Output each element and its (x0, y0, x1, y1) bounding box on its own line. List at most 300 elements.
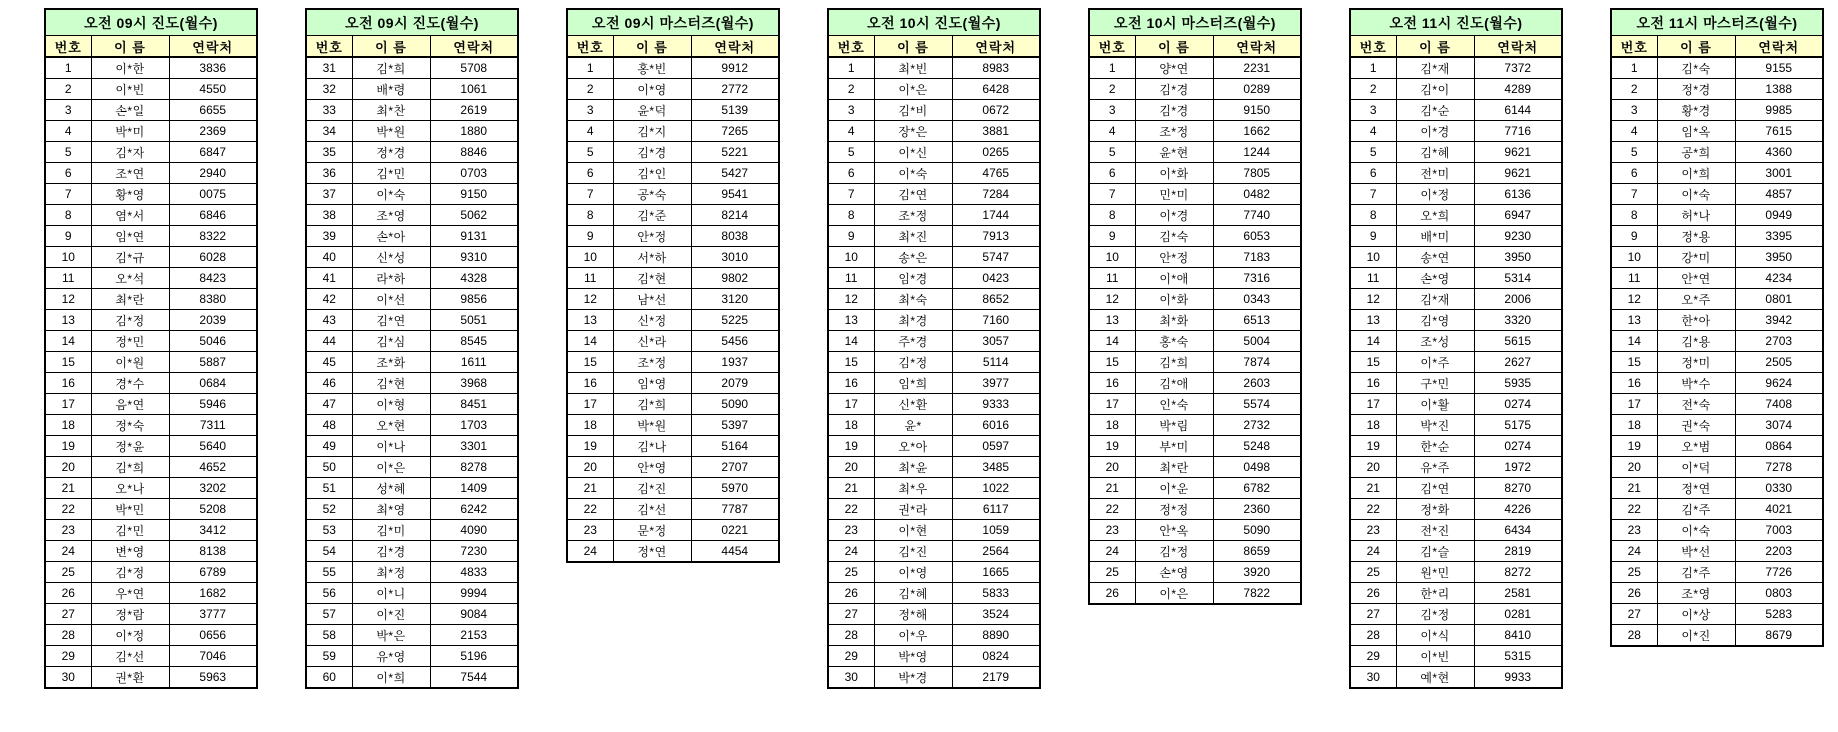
row-number-cell: 4 (567, 121, 613, 142)
table-row (1611, 289, 1823, 310)
name-cell: 김*순 (1396, 100, 1474, 121)
name-cell: 한*순 (1396, 436, 1474, 457)
table-row (1350, 583, 1562, 604)
contact-cell: 3950 (1735, 247, 1823, 268)
column-header-row (567, 36, 779, 58)
contact-cell: 6782 (1213, 478, 1301, 499)
contact-cell: 8410 (1474, 625, 1562, 646)
table-row (1089, 184, 1301, 205)
table-row (306, 436, 518, 457)
table-row (1350, 436, 1562, 457)
row-number-cell: 9 (45, 226, 91, 247)
name-cell: 김*비 (874, 100, 952, 121)
table-row (1611, 436, 1823, 457)
name-cell: 윤*덕 (613, 100, 691, 121)
row-number-cell: 16 (828, 373, 874, 394)
contact-cell: 5004 (1213, 331, 1301, 352)
name-cell: 인*숙 (1135, 394, 1213, 415)
row-number-cell: 26 (45, 583, 91, 604)
row-number-cell: 7 (567, 184, 613, 205)
contact-cell: 7874 (1213, 352, 1301, 373)
row-number-cell: 22 (567, 499, 613, 520)
row-number-cell: 24 (567, 541, 613, 563)
table-row (828, 184, 1040, 205)
contact-cell: 9933 (1474, 667, 1562, 689)
row-number-cell: 8 (828, 205, 874, 226)
name-cell: 이*은 (874, 79, 952, 100)
table-row (45, 436, 257, 457)
contact-cell: 2564 (952, 541, 1040, 562)
row-number-cell: 23 (567, 520, 613, 541)
table-row (1350, 478, 1562, 499)
table-row (567, 184, 779, 205)
name-cell: 임*연 (91, 226, 169, 247)
row-number-cell: 10 (567, 247, 613, 268)
name-cell: 남*선 (613, 289, 691, 310)
name-cell: 김*준 (613, 205, 691, 226)
contact-cell: 8679 (1735, 625, 1823, 647)
table-row (828, 79, 1040, 100)
row-number-cell: 19 (1089, 436, 1135, 457)
row-number-cell: 13 (1350, 310, 1396, 331)
contact-cell: 5283 (1735, 604, 1823, 625)
table-row (45, 352, 257, 373)
name-cell: 김*정 (91, 310, 169, 331)
column-header-number: 번호 (1611, 36, 1657, 58)
contact-cell: 4833 (430, 562, 518, 583)
contact-cell: 4021 (1735, 499, 1823, 520)
name-cell: 이*형 (352, 394, 430, 415)
name-cell: 이*신 (874, 142, 952, 163)
name-cell: 서*하 (613, 247, 691, 268)
row-number-cell: 57 (306, 604, 352, 625)
row-number-cell: 7 (1350, 184, 1396, 205)
row-number-cell: 1 (828, 57, 874, 79)
table-row (1350, 499, 1562, 520)
table-row (1611, 499, 1823, 520)
row-number-cell: 14 (1089, 331, 1135, 352)
contact-cell: 6136 (1474, 184, 1562, 205)
row-number-cell: 21 (1350, 478, 1396, 499)
contact-cell: 6847 (169, 142, 257, 163)
table-row (567, 247, 779, 268)
row-number-cell: 31 (306, 57, 352, 79)
row-number-cell: 23 (1089, 520, 1135, 541)
table-row (828, 625, 1040, 646)
name-cell: 김*혜 (1396, 142, 1474, 163)
table-row (1350, 289, 1562, 310)
contact-cell: 7265 (691, 121, 779, 142)
row-number-cell: 42 (306, 289, 352, 310)
row-number-cell: 12 (1611, 289, 1657, 310)
table-row (567, 142, 779, 163)
row-number-cell: 22 (45, 499, 91, 520)
name-cell: 김*혜 (874, 583, 952, 604)
contact-cell: 4328 (430, 268, 518, 289)
table-row (45, 310, 257, 331)
table-row (828, 226, 1040, 247)
name-cell: 이*화 (1135, 289, 1213, 310)
contact-cell: 3485 (952, 457, 1040, 478)
table-row (567, 57, 779, 79)
name-cell: 오*나 (91, 478, 169, 499)
name-cell: 박*민 (91, 499, 169, 520)
contact-cell: 3920 (1213, 562, 1301, 583)
row-number-cell: 3 (1089, 100, 1135, 121)
row-number-cell: 26 (1350, 583, 1396, 604)
row-number-cell: 10 (45, 247, 91, 268)
name-cell: 김*연 (874, 184, 952, 205)
table-row (45, 247, 257, 268)
row-number-cell: 38 (306, 205, 352, 226)
row-number-cell: 2 (45, 79, 91, 100)
row-number-cell: 46 (306, 373, 352, 394)
roster-table (1088, 8, 1302, 605)
contact-cell: 1388 (1735, 79, 1823, 100)
row-number-cell: 13 (567, 310, 613, 331)
contact-cell: 5090 (691, 394, 779, 415)
contact-cell: 1937 (691, 352, 779, 373)
row-number-cell: 34 (306, 121, 352, 142)
name-cell: 임*옥 (1657, 121, 1735, 142)
column-header-name: 이 름 (1135, 36, 1213, 58)
row-number-cell: 49 (306, 436, 352, 457)
contact-cell: 6789 (169, 562, 257, 583)
name-cell: 정*정 (1135, 499, 1213, 520)
table-row (1350, 457, 1562, 478)
table-row (567, 520, 779, 541)
contact-cell: 5062 (430, 205, 518, 226)
column-header-contact: 연락처 (952, 36, 1040, 58)
name-cell: 신*라 (613, 331, 691, 352)
row-number-cell: 17 (828, 394, 874, 415)
contact-cell: 7046 (169, 646, 257, 667)
row-number-cell: 20 (567, 457, 613, 478)
name-cell: 조*영 (1657, 583, 1735, 604)
contact-cell: 4234 (1735, 268, 1823, 289)
row-number-cell: 27 (828, 604, 874, 625)
contact-cell: 6028 (169, 247, 257, 268)
contact-cell: 0330 (1735, 478, 1823, 499)
contact-cell: 2203 (1735, 541, 1823, 562)
table-title: 오전 09시 마스터즈(월수) (567, 9, 779, 36)
contact-cell: 8038 (691, 226, 779, 247)
table-row (567, 541, 779, 563)
name-cell: 주*경 (874, 331, 952, 352)
name-cell: 오*석 (91, 268, 169, 289)
contact-cell: 9994 (430, 583, 518, 604)
name-cell: 이*빈 (91, 79, 169, 100)
table-row (306, 289, 518, 310)
table-row (306, 268, 518, 289)
contact-cell: 8214 (691, 205, 779, 226)
row-number-cell: 15 (1350, 352, 1396, 373)
table-row (1089, 373, 1301, 394)
contact-cell: 3074 (1735, 415, 1823, 436)
row-number-cell: 2 (1089, 79, 1135, 100)
table-row (828, 415, 1040, 436)
row-number-cell: 11 (828, 268, 874, 289)
table-row (45, 562, 257, 583)
table-row (306, 352, 518, 373)
table-row (567, 499, 779, 520)
name-cell: 권*환 (91, 667, 169, 689)
name-cell: 김*희 (613, 394, 691, 415)
name-cell: 윤* (874, 415, 952, 436)
name-cell: 이*덕 (1657, 457, 1735, 478)
name-cell: 김*숙 (1135, 226, 1213, 247)
name-cell: 조*영 (352, 205, 430, 226)
row-number-cell: 11 (45, 268, 91, 289)
table-row (45, 583, 257, 604)
row-number-cell: 10 (1350, 247, 1396, 268)
row-number-cell: 19 (1611, 436, 1657, 457)
table-row (828, 667, 1040, 689)
contact-cell: 8272 (1474, 562, 1562, 583)
row-number-cell: 28 (1611, 625, 1657, 647)
contact-cell: 2079 (691, 373, 779, 394)
contact-cell: 4090 (430, 520, 518, 541)
name-cell: 최*윤 (874, 457, 952, 478)
table-row (306, 562, 518, 583)
table-row (45, 205, 257, 226)
row-number-cell: 11 (1611, 268, 1657, 289)
contact-cell: 9541 (691, 184, 779, 205)
contact-cell: 5196 (430, 646, 518, 667)
name-cell: 최*란 (91, 289, 169, 310)
row-number-cell: 12 (567, 289, 613, 310)
name-cell: 김*주 (1657, 499, 1735, 520)
row-number-cell: 6 (1350, 163, 1396, 184)
name-cell: 이*희 (1657, 163, 1735, 184)
name-cell: 김*심 (352, 331, 430, 352)
contact-cell: 0684 (169, 373, 257, 394)
contact-cell: 5747 (952, 247, 1040, 268)
contact-cell: 0801 (1735, 289, 1823, 310)
row-number-cell: 12 (1350, 289, 1396, 310)
table-row (306, 373, 518, 394)
name-cell: 원*민 (1396, 562, 1474, 583)
column-header-contact: 연락처 (430, 36, 518, 58)
contact-cell: 0482 (1213, 184, 1301, 205)
table-row (1611, 100, 1823, 121)
name-cell: 김*연 (352, 310, 430, 331)
table-row (1089, 163, 1301, 184)
name-cell: 정*연 (613, 541, 691, 563)
contact-cell: 8270 (1474, 478, 1562, 499)
row-number-cell: 1 (1350, 57, 1396, 79)
contact-cell: 0423 (952, 268, 1040, 289)
contact-cell: 7822 (1213, 583, 1301, 605)
row-number-cell: 8 (1089, 205, 1135, 226)
name-cell: 김*정 (91, 562, 169, 583)
name-cell: 최*진 (874, 226, 952, 247)
row-number-cell: 11 (567, 268, 613, 289)
name-cell: 최*화 (1135, 310, 1213, 331)
name-cell: 한*아 (1657, 310, 1735, 331)
name-cell: 김*용 (1657, 331, 1735, 352)
contact-cell: 2707 (691, 457, 779, 478)
name-cell: 김*인 (613, 163, 691, 184)
table-row (1611, 625, 1823, 647)
contact-cell: 8545 (430, 331, 518, 352)
row-number-cell: 4 (1611, 121, 1657, 142)
roster-table (1610, 8, 1824, 647)
contact-cell: 7003 (1735, 520, 1823, 541)
column-header-contact: 연락처 (691, 36, 779, 58)
table-row (1089, 562, 1301, 583)
table-row (306, 667, 518, 689)
contact-cell: 0274 (1474, 436, 1562, 457)
name-cell: 이*영 (874, 562, 952, 583)
contact-cell: 3968 (430, 373, 518, 394)
contact-cell: 1703 (430, 415, 518, 436)
column-header-name: 이 름 (1657, 36, 1735, 58)
column-header-name: 이 름 (874, 36, 952, 58)
contact-cell: 1022 (952, 478, 1040, 499)
roster-table (827, 8, 1041, 689)
table-row (45, 184, 257, 205)
row-number-cell: 11 (1350, 268, 1396, 289)
name-cell: 부*미 (1135, 436, 1213, 457)
name-cell: 이*우 (874, 625, 952, 646)
contact-cell: 1662 (1213, 121, 1301, 142)
name-cell: 정*경 (352, 142, 430, 163)
table-title: 오전 09시 진도(월수) (306, 9, 518, 36)
name-cell: 김*재 (1396, 289, 1474, 310)
row-number-cell: 20 (1611, 457, 1657, 478)
contact-cell: 3010 (691, 247, 779, 268)
table-row (45, 121, 257, 142)
contact-cell: 2940 (169, 163, 257, 184)
table-row (1611, 604, 1823, 625)
contact-cell: 6016 (952, 415, 1040, 436)
row-number-cell: 20 (1350, 457, 1396, 478)
contact-cell: 7408 (1735, 394, 1823, 415)
name-cell: 오*희 (1396, 205, 1474, 226)
row-number-cell: 25 (1089, 562, 1135, 583)
contact-cell: 5315 (1474, 646, 1562, 667)
row-number-cell: 26 (1611, 583, 1657, 604)
table-row (1350, 205, 1562, 226)
name-cell: 최*숙 (874, 289, 952, 310)
table-row (1089, 57, 1301, 79)
name-cell: 김*지 (613, 121, 691, 142)
row-number-cell: 6 (828, 163, 874, 184)
row-number-cell: 6 (45, 163, 91, 184)
contact-cell: 6117 (952, 499, 1040, 520)
table-row (306, 478, 518, 499)
table-row (306, 121, 518, 142)
row-number-cell: 58 (306, 625, 352, 646)
table-row (45, 142, 257, 163)
name-cell: 우*연 (91, 583, 169, 604)
contact-cell: 3836 (169, 57, 257, 79)
table-row (567, 436, 779, 457)
table-row (45, 604, 257, 625)
table-row (45, 57, 257, 79)
table-row (306, 247, 518, 268)
row-number-cell: 15 (1089, 352, 1135, 373)
table-row (828, 205, 1040, 226)
contact-cell: 6655 (169, 100, 257, 121)
row-number-cell: 29 (828, 646, 874, 667)
table-row (1350, 541, 1562, 562)
table-row (1611, 121, 1823, 142)
row-number-cell: 12 (45, 289, 91, 310)
table-title-row (567, 9, 779, 36)
table-row (567, 79, 779, 100)
table-row (1089, 226, 1301, 247)
name-cell: 전*진 (1396, 520, 1474, 541)
row-number-cell: 9 (1089, 226, 1135, 247)
name-cell: 김*자 (91, 142, 169, 163)
row-number-cell: 25 (1611, 562, 1657, 583)
name-cell: 안*연 (1657, 268, 1735, 289)
table-row (1350, 100, 1562, 121)
row-number-cell: 23 (1611, 520, 1657, 541)
name-cell: 라*하 (352, 268, 430, 289)
row-number-cell: 36 (306, 163, 352, 184)
table-row (45, 520, 257, 541)
table-row (1089, 268, 1301, 289)
name-cell: 민*미 (1135, 184, 1213, 205)
row-number-cell: 30 (45, 667, 91, 689)
contact-cell: 1972 (1474, 457, 1562, 478)
row-number-cell: 26 (828, 583, 874, 604)
row-number-cell: 4 (45, 121, 91, 142)
name-cell: 이*정 (1396, 184, 1474, 205)
row-number-cell: 19 (1350, 436, 1396, 457)
row-number-cell: 35 (306, 142, 352, 163)
contact-cell: 5970 (691, 478, 779, 499)
table-row (828, 121, 1040, 142)
contact-cell: 6947 (1474, 205, 1562, 226)
table-title-row (306, 9, 518, 36)
name-cell: 정*화 (1396, 499, 1474, 520)
column-header-contact: 연락처 (1474, 36, 1562, 58)
table-row (1611, 373, 1823, 394)
name-cell: 김*현 (613, 268, 691, 289)
name-cell: 임*영 (613, 373, 691, 394)
row-number-cell: 7 (828, 184, 874, 205)
name-cell: 이*한 (91, 57, 169, 79)
row-number-cell: 56 (306, 583, 352, 604)
name-cell: 이*경 (1396, 121, 1474, 142)
row-number-cell: 6 (567, 163, 613, 184)
contact-cell: 7183 (1213, 247, 1301, 268)
row-number-cell: 13 (45, 310, 91, 331)
name-cell: 최*영 (352, 499, 430, 520)
table-row (1350, 415, 1562, 436)
contact-cell: 1682 (169, 583, 257, 604)
name-cell: 손*아 (352, 226, 430, 247)
column-header-row (1611, 36, 1823, 58)
table-row (567, 121, 779, 142)
contact-cell: 5574 (1213, 394, 1301, 415)
name-cell: 공*희 (1657, 142, 1735, 163)
table-row (45, 646, 257, 667)
contact-cell: 9150 (1213, 100, 1301, 121)
contact-cell: 0864 (1735, 436, 1823, 457)
name-cell: 강*미 (1657, 247, 1735, 268)
contact-cell: 7913 (952, 226, 1040, 247)
row-number-cell: 5 (45, 142, 91, 163)
contact-cell: 5427 (691, 163, 779, 184)
table-row (567, 457, 779, 478)
roster-table (305, 8, 519, 689)
contact-cell: 5640 (169, 436, 257, 457)
